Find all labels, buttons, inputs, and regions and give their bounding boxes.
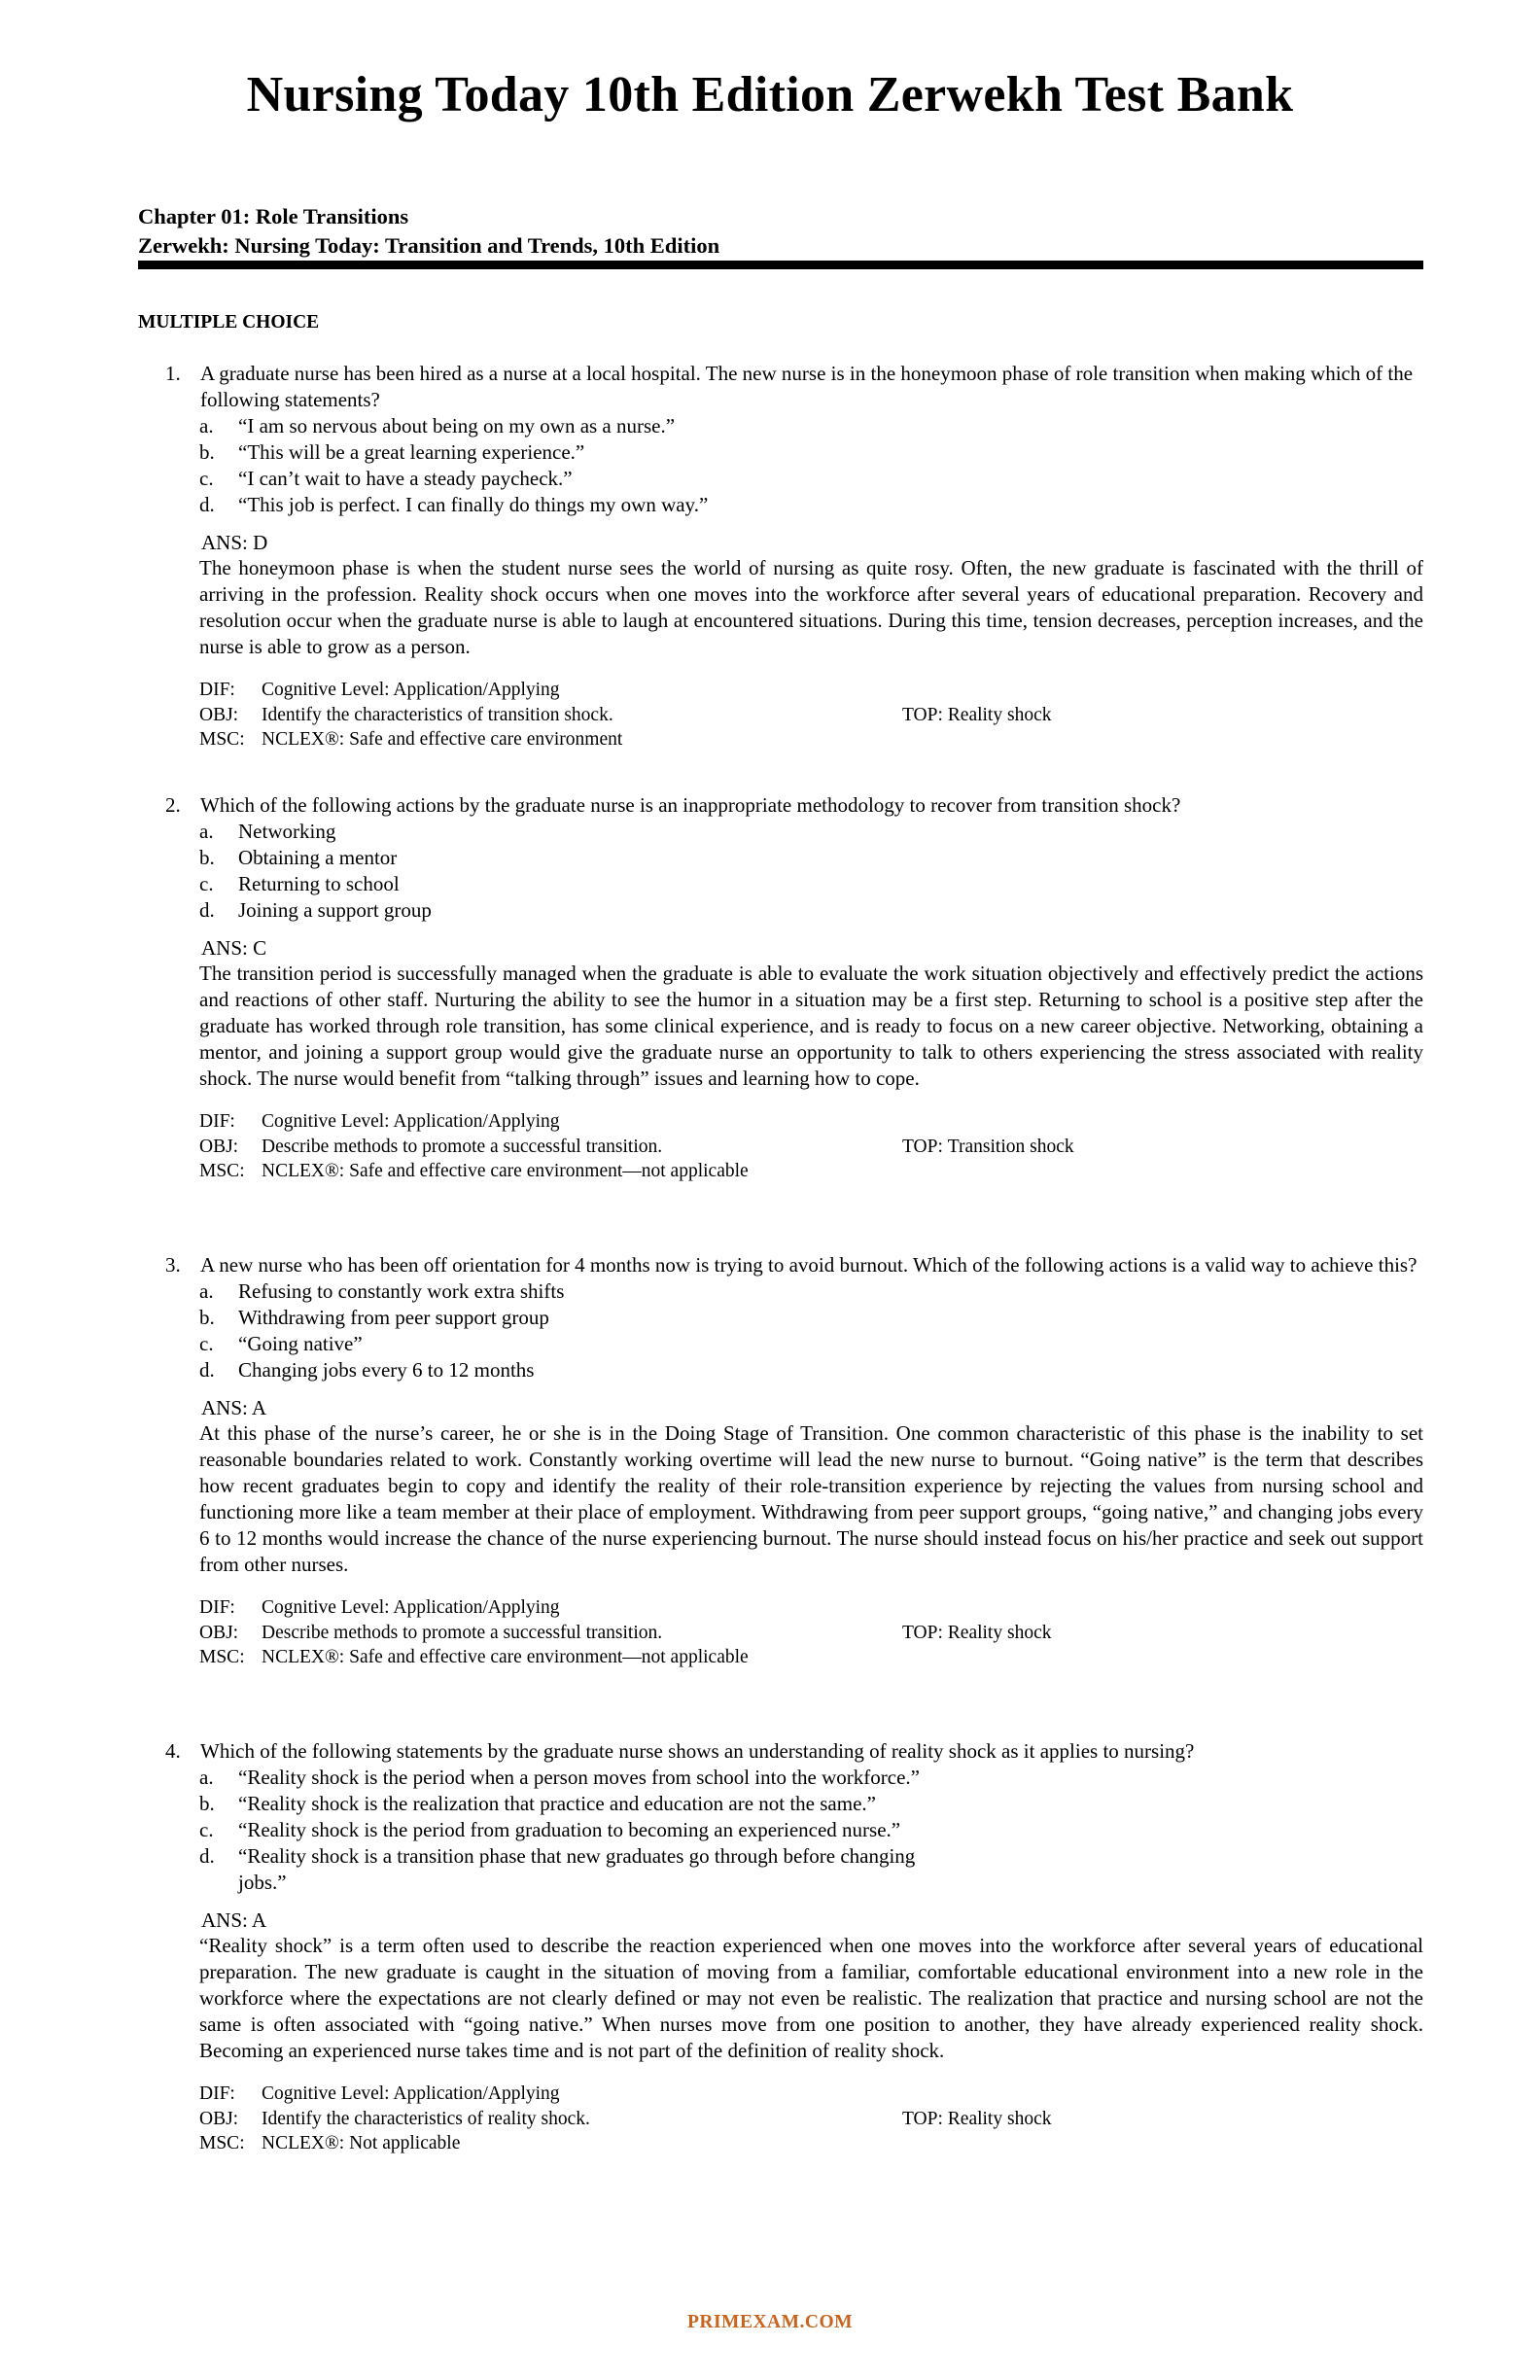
option-letter: a. xyxy=(199,1279,214,1303)
document-title: Nursing Today 10th Edition Zerwekh Test Bank xyxy=(246,67,1294,122)
msc-label: MSC: xyxy=(199,1161,245,1181)
top-value: Reality shock xyxy=(947,704,1052,725)
question-metadata xyxy=(138,2082,1423,2156)
option-letter: b. xyxy=(199,846,215,869)
option-text: “I can’t wait to have a steady paycheck.” xyxy=(238,467,573,490)
question-metadata xyxy=(138,678,1423,752)
option-d xyxy=(138,1843,934,1896)
option-letter: b. xyxy=(199,1306,215,1329)
dif-label: DIF: xyxy=(199,680,235,700)
top-value: Transition shock xyxy=(947,1136,1074,1157)
answer-key: ANS: C xyxy=(201,936,267,960)
question-metadata xyxy=(138,1109,1423,1184)
option-letter: c. xyxy=(199,872,214,895)
top-label: TOP: xyxy=(902,1622,943,1643)
option-letter: b. xyxy=(199,1792,215,1815)
section-heading: MULTIPLE CHOICE xyxy=(138,312,320,332)
answer-key: ANS: A xyxy=(201,1396,267,1419)
option-letter: a. xyxy=(199,1766,214,1789)
heading-rule xyxy=(138,261,1423,269)
dif-value: Cognitive Level: Application/Applying xyxy=(262,1597,560,1618)
msc-value: NCLEX®: Safe and effective care environment xyxy=(262,729,623,750)
option-letter: c. xyxy=(199,1818,214,1841)
dif-value: Cognitive Level: Application/Applying xyxy=(262,680,560,700)
option-c xyxy=(138,871,1423,897)
question-1 xyxy=(138,361,1423,752)
question-stem: Which of the following statements by the graduate nurse shows an understanding of reality shock as it applies to nursing? xyxy=(200,1739,1195,1763)
top-label: TOP: xyxy=(902,2108,943,2129)
option-text: “Reality shock is a transition phase that new graduates go through before changing jobs.” xyxy=(238,1844,916,1894)
rationale: The transition period is successfully managed when the graduate is able to evaluate the work situation objectively and effectively predict the actions and reactions of other staff. Nurturing the ability to see the humor in a situation may be a first step. Returning to school is a positive step after the graduate has worked through role transition, has some clinical experience, and is ready to focus on a new career objective. Networking, obtaining a mentor, and joining a support group would give the graduate nurse an opportunity to talk to others experiencing the stress associated with reality shock. The nurse would benefit from “talking through” issues and learning how to cope. xyxy=(199,962,1423,1090)
msc-label: MSC: xyxy=(199,729,245,750)
rationale: At this phase of the nurse’s career, he or she is in the Doing Stage of Transition. One common characteristic of this phase is the inability to set reasonable boundaries related to work. Constantly working overtime will lead the new nurse to burnout. “Going native” is the term that describes how recent graduates begin to copy and identify the reality of their role-transition experience by rejecting the values from nursing school and functioning more like a team member at their place of employment. Withdrawing from peer support groups, “going native,” and changing jobs every 6 to 12 months would increase the chance of the nurse experiencing burnout. The nurse should instead focus on his/her practice and seek out support from other nurses. xyxy=(199,1421,1423,1576)
answer-key: ANS: A xyxy=(201,1908,267,1932)
question-number: 2. xyxy=(165,793,181,817)
answer-key: ANS: D xyxy=(201,531,268,554)
dif-value: Cognitive Level: Application/Applying xyxy=(262,1111,560,1132)
dif-value: Cognitive Level: Application/Applying xyxy=(262,2083,560,2104)
top-value: Reality shock xyxy=(947,2108,1052,2129)
option-letter: c. xyxy=(199,1332,214,1355)
dif-label: DIF: xyxy=(199,1597,235,1618)
obj-value: Identify the characteristics of reality shock. xyxy=(262,2108,590,2129)
footer-watermark[interactable]: PRIMEXAM.COM xyxy=(686,2312,854,2332)
option-d xyxy=(138,1357,1423,1383)
option-letter: c. xyxy=(199,467,214,490)
dif-label: DIF: xyxy=(199,2083,235,2104)
option-b xyxy=(138,1791,1423,1817)
obj-value: Identify the characteristics of transition shock. xyxy=(262,704,613,725)
obj-label: OBJ: xyxy=(199,1622,239,1643)
option-d xyxy=(138,492,1423,518)
rationale: The honeymoon phase is when the student nurse sees the world of nursing as quite rosy. Often, the new graduate is fascinated with the thrill of arriving in the profession. Reality shock occurs when one moves into the workforce after several years of educational preparation. Recovery and resolution occur when the graduate nurse is able to laugh at encountered situations. During this time, tension decreases, perception increases, and the nurse is able to grow as a person. xyxy=(199,556,1423,658)
chapter-heading: Chapter 01: Role Transitions xyxy=(138,204,409,228)
question-number: 3. xyxy=(165,1253,181,1277)
option-a xyxy=(138,413,1423,439)
option-text: Joining a support group xyxy=(238,898,432,922)
option-letter: d. xyxy=(199,493,215,516)
question-2 xyxy=(138,792,1423,1184)
msc-value: NCLEX®: Safe and effective care environment—not applicable xyxy=(262,1161,749,1181)
obj-label: OBJ: xyxy=(199,1136,239,1157)
option-text: Refusing to constantly work extra shifts xyxy=(238,1279,565,1303)
obj-label: OBJ: xyxy=(199,2108,239,2129)
obj-value: Describe methods to promote a successful transition. xyxy=(262,1622,663,1643)
option-text: “Reality shock is the period from graduation to becoming an experienced nurse.” xyxy=(238,1818,901,1841)
option-c xyxy=(138,466,1423,492)
msc-label: MSC: xyxy=(199,1647,245,1667)
option-letter: d. xyxy=(199,898,215,922)
question-number: 4. xyxy=(165,1739,181,1763)
question-stem: A new nurse who has been off orientation for 4 months now is trying to avoid burnout. Which of the following actions is a valid way to achieve this? xyxy=(200,1253,1418,1277)
msc-label: MSC: xyxy=(199,2133,245,2153)
option-text: Changing jobs every 6 to 12 months xyxy=(238,1358,535,1382)
question-metadata xyxy=(138,1595,1423,1670)
option-letter: b. xyxy=(199,440,215,464)
option-a xyxy=(138,1765,934,1791)
msc-value: NCLEX®: Safe and effective care environment—not applicable xyxy=(262,1647,749,1667)
option-text: “Going native” xyxy=(238,1332,363,1355)
option-text: “This job is perfect. I can finally do things my own way.” xyxy=(238,493,709,516)
option-letter: d. xyxy=(199,1358,215,1382)
question-3 xyxy=(138,1252,1423,1670)
obj-label: OBJ: xyxy=(199,704,239,725)
msc-value: NCLEX®: Not applicable xyxy=(262,2133,461,2153)
option-text: Returning to school xyxy=(238,872,400,895)
option-text: Obtaining a mentor xyxy=(238,846,398,869)
option-b xyxy=(138,845,1423,871)
top-value: Reality shock xyxy=(947,1622,1052,1643)
option-b xyxy=(138,1305,1423,1331)
option-letter: a. xyxy=(199,414,214,438)
option-text: “Reality shock is the period when a person moves from school into the workforce.” xyxy=(238,1766,920,1789)
top-label: TOP: xyxy=(902,704,943,725)
rationale: “Reality shock” is a term often used to describe the reaction experienced when one moves into the workforce after several years of educational preparation. The new graduate is caught in the situation of moving from a familiar, comfortable educational environment into a new role in the workforce where the expectations are not clearly defined or may not even be realistic. The realization that practice and nursing school are not the same is often associated with “going native.” When nurses move from one position to another, they have already experienced reality shock. Becoming an experienced nurse takes time and is not part of the definition of reality shock. xyxy=(199,1934,1423,2062)
question-stem: A graduate nurse has been hired as a nurse at a local hospital. The new nurse is in the honeymoon phase of role transition when making which of the following statements? xyxy=(200,362,1414,411)
option-letter: d. xyxy=(199,1844,215,1868)
option-text: “I am so nervous about being on my own as a nurse.” xyxy=(238,414,676,438)
option-text: Networking xyxy=(238,820,336,843)
question-number: 1. xyxy=(165,362,181,385)
question-4 xyxy=(138,1738,1423,2156)
option-letter: a. xyxy=(199,820,214,843)
option-d xyxy=(138,897,1423,924)
option-b xyxy=(138,439,1423,466)
option-c xyxy=(138,1817,1423,1843)
question-stem: Which of the following actions by the graduate nurse is an inappropriate methodology to recover from transition shock? xyxy=(200,793,1181,817)
option-a xyxy=(138,1278,1423,1305)
option-text: “This will be a great learning experience.” xyxy=(238,440,585,464)
option-text: “Reality shock is the realization that practice and education are not the same.” xyxy=(238,1792,876,1815)
option-a xyxy=(138,819,1423,845)
option-c xyxy=(138,1331,1423,1357)
option-text: Withdrawing from peer support group xyxy=(238,1306,549,1329)
dif-label: DIF: xyxy=(199,1111,235,1132)
obj-value: Describe methods to promote a successful transition. xyxy=(262,1136,663,1157)
top-label: TOP: xyxy=(902,1136,943,1157)
book-heading: Zerwekh: Nursing Today: Transition and Trends, 10th Edition xyxy=(138,233,720,258)
